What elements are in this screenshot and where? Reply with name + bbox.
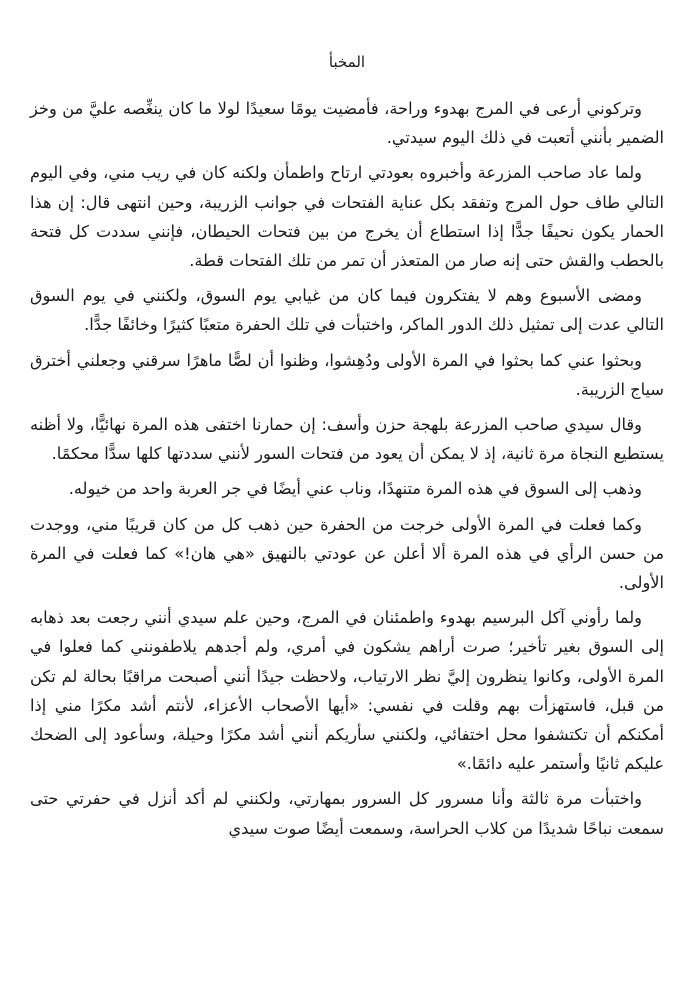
paragraph-8: ولما رأوني آكل البرسيم بهدوء واطمئنان في المرج، وحين علم سيدي أنني رجعت بعد ذهابه إلى السوق بغير تأخير؛ صرت أراهم يشكون في أمري، ولم أجدهم يلاطفونني كما فعلوا في المرة الأولى، وكانوا ينظرون إليَّ نظر الارتياب، ولاحظت جيدًا أنني أصبحت مراقبًا بحالة لم تكن من قبل، فاستهزأت بهم وقلت في نفسي: «أيها الأصحاب الأعزاء، لأنتم أشد مكرًا مني إذا أمكنكم أن تكتشفوا محل اختفائي، ولكنني سأريكم أنني أشد مكرًا وحيلة، وسأعود إلى الضحك عليكم ثانيًا وأستمر عليه دائمًا.» bbox=[30, 608, 664, 774]
body-text bbox=[30, 94, 664, 843]
paragraph-3: ومضى الأسبوع وهم لا يفتكرون فيما كان من غيابي يوم السوق، ولكنني في يوم السوق التالي عدت إلى تمثيل ذلك الدور الماكر، واختبأت في تلك الحفرة متعبًا كثيرًا وخائفًا جدًّا. bbox=[30, 286, 664, 335]
paragraph-2: ولما عاد صاحب المزرعة وأخبروه بعودتي ارتاح واطمأن ولكنه كان في ريب مني، وفي اليوم التالي طاف حول المرج وتفقد بكل عناية الفتحات في جوانب الزريبة، وحين انتهى قال: إن هذا الحمار يكون نحيفًا جدًّا إذا استطاع أن يخرج من بين فتحات الحيطان، فإنني سددت كل فتحة بالحطب والقش حتى إنه صار من المتعذر أن تمر من تلك الفتحات قطة. bbox=[30, 163, 664, 271]
paragraph-7: وكما فعلت في المرة الأولى خرجت من الحفرة حين ذهب كل من كان قريبًا مني، ووجدت من حسن الرأي في هذه المرة ألا أعلن عن عودتي بالنهيق «هي هان!» كما فعلت في المرة الأولى. bbox=[30, 514, 664, 593]
paragraph-9: واختبأت مرة ثالثة وأنا مسرور كل السرور بمهارتي، ولكنني لم أكد أنزل في حفرتي حتى سمعت نباحًا شديدًا من كلاب الحراسة، وسمعت أيضًا صوت سيدي bbox=[30, 789, 664, 838]
paragraph-5: وقال سيدي صاحب المزرعة بلهجة حزن وأسف: إن حمارنا اختفى هذه المرة نهائيًّا، ولا أظنه يستطيع النجاة مرة ثانية، إذ لا يمكن أن يعود من فتحات السور لأنني سددتها كلها سدًّا محكمًا. bbox=[30, 415, 664, 464]
paragraph-4: وبحثوا عني كما بحثوا في المرة الأولى ودُهِشوا، وظنوا أن لصًّا ماهرًا سرقني وجعلني أخترق سياج الزريبة. bbox=[30, 350, 664, 399]
paragraph-6: وذهب إلى السوق في هذه المرة متنهدًا، وناب عني أيضًا في جر العربة واحد من خيوله. bbox=[68, 479, 642, 499]
page-title: المخبأ bbox=[328, 53, 366, 71]
paragraph-1: وتركوني أرعى في المرج بهدوء وراحة، فأمضيت يومًا سعيدًا لولا ما كان ينغِّصه عليَّ من وخز الضمير بأنني أتعبت في ذلك اليوم سيدتي. bbox=[30, 99, 664, 148]
